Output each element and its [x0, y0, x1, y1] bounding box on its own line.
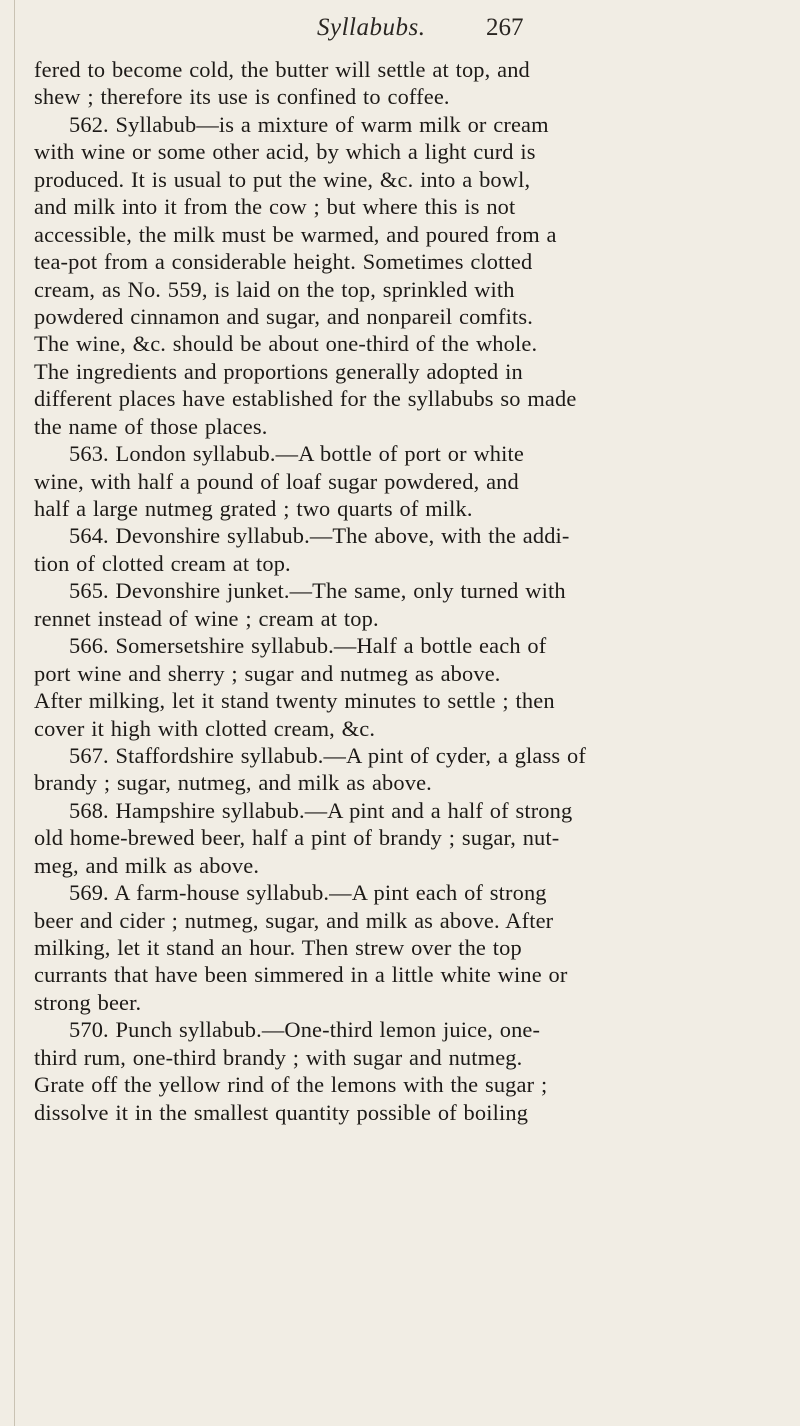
text-line: shew ; therefore its use is confined to coffee.	[34, 84, 450, 110]
text-line: fered to become cold, the butter will settle at top, and	[34, 57, 530, 82]
text-line: third rum, one-third brandy ; with sugar and nutmeg.	[34, 1044, 523, 1070]
text-line: Grate off the yellow rind of the lemons with the sugar ;	[34, 1072, 548, 1098]
text-line: rennet instead of wine ; cream at top.	[34, 605, 379, 631]
text-line: and milk into it from the cow ; but where this is not	[34, 194, 516, 220]
text-line: produced. It is usual to put the wine, &c. into a bowl,	[34, 166, 531, 192]
text-line: The ingredients and proportions generally adopted in	[34, 358, 523, 384]
text-line: After milking, let it stand twenty minutes to settle ; then	[34, 688, 555, 714]
text-line: different places have established for the syllabubs so made	[34, 386, 577, 412]
text-line: 567. Staffordshire syllabub.—A pint of cyder, a glass of	[69, 742, 586, 768]
text-line: powdered cinnamon and sugar, and nonpareil comfits.	[34, 303, 533, 329]
text-line: old home-brewed beer, half a pint of brandy ; sugar, nut-	[34, 825, 560, 851]
text-line: wine, with half a pound of loaf sugar powdered, and	[34, 468, 519, 494]
running-head	[0, 10, 800, 50]
text-line: 569. A farm-house syllabub.—A pint each of strong	[69, 880, 547, 906]
text-line: cover it high with clotted cream, &c.	[34, 715, 376, 741]
text-line: 566. Somersetshire syllabub.—Half a bottle each of	[69, 633, 547, 659]
body-text	[34, 56, 784, 1126]
text-line: dissolve it in the smallest quantity possible of boiling	[34, 1099, 529, 1125]
text-line: The wine, &c. should be about one-third of the whole.	[34, 331, 538, 357]
text-line: strong beer.	[34, 989, 142, 1015]
text-line: 565. Devonshire junket.—The same, only turned with	[69, 578, 566, 604]
text-line: beer and cider ; nutmeg, sugar, and milk as above. After	[34, 907, 554, 933]
text-line: accessible, the milk must be warmed, and poured from a	[34, 221, 557, 247]
text-line: half a large nutmeg grated ; two quarts of milk.	[34, 496, 473, 521]
text-line: tea-pot from a considerable height. Sometimes clotted	[34, 249, 533, 275]
text-line: meg, and milk as above.	[34, 852, 260, 878]
text-line: 563. London syllabub.—A bottle of port or white	[69, 441, 524, 467]
text-line: 570. Punch syllabub.—One-third lemon juice, one-	[69, 1017, 541, 1043]
page-gutter-line	[14, 0, 15, 1426]
text-line: port wine and sherry ; sugar and nutmeg as above.	[34, 660, 501, 686]
text-line: tion of clotted cream at top.	[34, 550, 291, 576]
text-line: 564. Devonshire syllabub.—The above, with the addi-	[69, 523, 570, 549]
text-line: the name of those places.	[34, 413, 268, 439]
page-number: 267	[486, 14, 524, 41]
text-line: brandy ; sugar, nutmeg, and milk as above.	[34, 770, 432, 796]
running-title: Syllabubs.	[317, 14, 426, 41]
text-line: cream, as No. 559, is laid on the top, sprinkled with	[34, 276, 515, 302]
text-line: 562. Syllabub—is a mixture of warm milk or cream	[69, 111, 549, 137]
text-line: with wine or some other acid, by which a light curd is	[34, 139, 536, 165]
text-line: 568. Hampshire syllabub.—A pint and a half of strong	[69, 797, 573, 823]
text-line: currants that have been simmered in a little white wine or	[34, 962, 568, 988]
text-line: milking, let it stand an hour. Then strew over the top	[34, 935, 522, 960]
